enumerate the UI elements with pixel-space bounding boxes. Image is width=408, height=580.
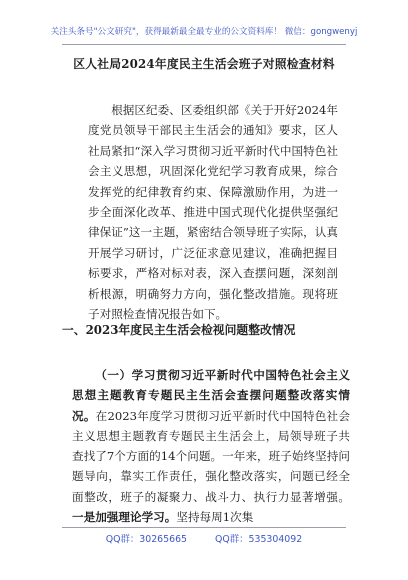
sub-heading: （一）学习贯彻习近平新时代中国特色社会主义思想主题教育专题民主生活会查摆问题整改落实情况。: [72, 368, 350, 423]
promo-header: 关注头条号"公文研究"，获得最新最全最专业的公文资料库！ 微信：gongwenyj: [50, 27, 358, 37]
footer: [0, 533, 408, 546]
section-body: 在2023年度学习贯彻习近平新时代中国特色社会主义思想主题教育专题民主生活会上，局领导班子共查找了7个方面的14个问题。一年来，班子始终坚持问题导向，靠实工作责任，强化整改落实，问题已经全面整改，班子的凝聚力、战斗力、执行力显著增强。: [72, 408, 350, 504]
intro-paragraph: 根据区纪委、区委组织部《关于开好2024年度党员领导干部民主生活会的通知》要求，区人社局紧扣“深入学习贯彻习近平新时代中国特色社会主义思想，巩固深化党纪学习教育成果，综合发挥党的纪律教育约束、保障激励作用，为进一步全面深化改革、推进中国式现代化提供坚强纪律保证”这一主题，紧密结合领导班子实际，认真开展学习研讨，广泛征求意见建议，准确把握目标要求，严格对标对表，深入查摆问题，深刻剖析根源，明确努力方向，强化整改措施。现将班子对照检查情况报告如下。: [88, 103, 338, 322]
header-divider: [62, 44, 346, 45]
qq-group-1: QQ群：30265665: [105, 534, 188, 545]
point-text: 坚持每周1次集: [176, 510, 254, 525]
qq-group-2: QQ群：535304092: [215, 534, 303, 545]
document-title: 区人社局2024年度民主生活会班子对照检查材料: [73, 57, 335, 71]
section-paragraph: [72, 365, 350, 527]
footer-divider: [62, 527, 346, 528]
section-heading: 一、2023年度民主生活会检视问题整改情况: [62, 323, 296, 337]
point-lead: 一是加强理论学习。: [72, 510, 177, 525]
